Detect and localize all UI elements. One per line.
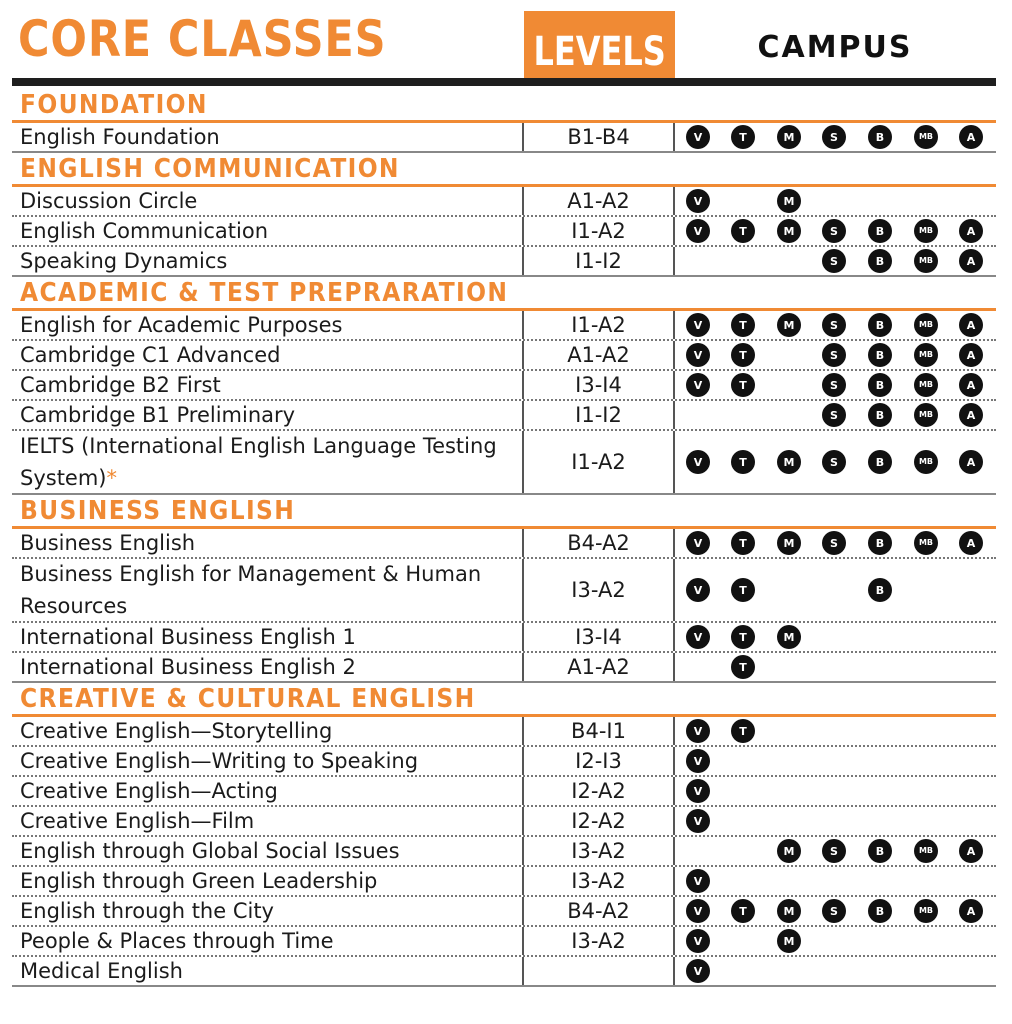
campus-badge-s: S	[822, 125, 846, 149]
course-name: English through Global Social Issues	[20, 839, 400, 863]
campus-cell	[675, 747, 996, 775]
campus-badge-mb: MB	[914, 313, 938, 337]
course-name-cell	[12, 867, 524, 895]
course-row	[12, 653, 996, 683]
course-name: Business English	[20, 531, 196, 555]
campus-badge-t: T	[731, 531, 755, 555]
campus-cell	[675, 837, 996, 865]
campus-badge-v: V	[686, 450, 710, 474]
course-row	[12, 401, 996, 431]
course-row	[12, 217, 996, 247]
course-name-cell	[12, 747, 524, 775]
course-name: English through Green Leadership	[20, 869, 378, 893]
course-row	[12, 837, 996, 867]
campus-badge-b: B	[868, 531, 892, 555]
campus-badge-v: V	[686, 125, 710, 149]
campus-badge-v: V	[686, 219, 710, 243]
campus-badge-mb: MB	[914, 373, 938, 397]
campus-badge-v: V	[686, 343, 710, 367]
campus-badge-t: T	[731, 450, 755, 474]
campus-badge-m: M	[777, 125, 801, 149]
campus-cell	[675, 187, 996, 215]
course-name: People & Places through Time	[20, 929, 334, 953]
course-row	[12, 807, 996, 837]
course-row	[12, 927, 996, 957]
campus-badge-a: A	[959, 403, 983, 427]
campus-badge-s: S	[822, 450, 846, 474]
course-name-cell	[12, 559, 524, 621]
course-name-cell	[12, 123, 524, 151]
course-name-cell	[12, 807, 524, 835]
course-name-cell	[12, 401, 524, 429]
course-name-cell	[12, 247, 524, 275]
campus-badge-m: M	[777, 625, 801, 649]
course-name-wrap	[20, 431, 522, 493]
campus-badge-b: B	[868, 373, 892, 397]
course-name: Speaking Dynamics	[20, 249, 228, 273]
section-title	[12, 277, 996, 311]
campus-badge-s: S	[822, 899, 846, 923]
campus-badge-s: S	[822, 839, 846, 863]
course-level: A1-A2	[524, 653, 675, 681]
course-name-cell	[12, 837, 524, 865]
campus-badge-a: A	[959, 531, 983, 555]
course-name: Creative English—Storytelling	[20, 719, 333, 743]
campus-badge-b: B	[868, 313, 892, 337]
campus-cell	[675, 529, 996, 557]
campus-badge-m: M	[777, 839, 801, 863]
course-level: A1-A2	[524, 341, 675, 369]
levels-column-header	[524, 11, 675, 78]
campus-badge-s: S	[822, 343, 846, 367]
campus-cell	[675, 341, 996, 369]
campus-badge-m: M	[777, 929, 801, 953]
campus-cell	[675, 777, 996, 805]
campus-badge-b: B	[868, 578, 892, 602]
page-header	[0, 0, 1012, 86]
campus-badge-m: M	[777, 189, 801, 213]
course-level: I3-A2	[524, 867, 675, 895]
course-level: I1-I2	[524, 401, 675, 429]
course-level: I3-I4	[524, 623, 675, 651]
campus-badge-t: T	[731, 125, 755, 149]
course-row	[12, 777, 996, 807]
campus-badge-v: V	[686, 779, 710, 803]
course-row	[12, 623, 996, 653]
campus-badge-a: A	[959, 343, 983, 367]
campus-badge-a: A	[959, 313, 983, 337]
campus-badge-m: M	[777, 899, 801, 923]
campus-badge-s: S	[822, 531, 846, 555]
section-title-text: ACADEMIC & TEST PREPRARATION	[20, 278, 509, 308]
course-row	[12, 187, 996, 217]
campus-badge-mb: MB	[914, 249, 938, 273]
course-name: Cambridge B2 First	[20, 373, 221, 397]
campus-cell	[675, 653, 996, 681]
course-name: International Business English 2	[20, 655, 356, 679]
campus-badge-v: V	[686, 809, 710, 833]
campus-badge-b: B	[868, 249, 892, 273]
course-name: Business English for Management & Human Resources	[20, 562, 482, 618]
campus-badge-m: M	[777, 219, 801, 243]
course-name-cell	[12, 187, 524, 215]
campus-badge-s: S	[822, 373, 846, 397]
campus-badge-mb: MB	[914, 125, 938, 149]
course-level: B4-I1	[524, 717, 675, 745]
campus-badge-mb: MB	[914, 450, 938, 474]
section-title	[12, 89, 996, 123]
course-name: Cambridge C1 Advanced	[20, 343, 281, 367]
campus-badge-a: A	[959, 450, 983, 474]
course-row	[12, 717, 996, 747]
course-level: I3-A2	[524, 927, 675, 955]
course-level: I3-A2	[524, 559, 675, 621]
campus-badge-a: A	[959, 899, 983, 923]
campus-cell	[675, 217, 996, 245]
course-level: A1-A2	[524, 187, 675, 215]
course-name: International Business English 1	[20, 625, 356, 649]
section-title-text: ENGLISH COMMUNICATION	[20, 154, 400, 184]
campus-badge-a: A	[959, 839, 983, 863]
campus-badge-m: M	[777, 531, 801, 555]
campus-badge-s: S	[822, 403, 846, 427]
campus-cell	[675, 247, 996, 275]
section-title-text: CREATIVE & CULTURAL ENGLISH	[20, 684, 476, 714]
section-title-text: FOUNDATION	[20, 90, 208, 120]
campus-badge-t: T	[731, 899, 755, 923]
campus-badge-v: V	[686, 531, 710, 555]
campus-badge-v: V	[686, 189, 710, 213]
course-name-cell	[12, 897, 524, 925]
course-name-cell	[12, 927, 524, 955]
course-name: Creative English—Writing to Speaking	[20, 749, 419, 773]
course-row	[12, 867, 996, 897]
course-name: Medical English	[20, 959, 183, 983]
course-row	[12, 123, 996, 153]
course-name: English Foundation	[20, 125, 220, 149]
course-row	[12, 957, 996, 987]
campus-badge-a: A	[959, 219, 983, 243]
campus-cell	[675, 897, 996, 925]
campus-badge-t: T	[731, 313, 755, 337]
campus-badge-b: B	[868, 839, 892, 863]
campus-badge-b: B	[868, 450, 892, 474]
course-row	[12, 559, 996, 623]
course-level	[524, 957, 675, 985]
campus-badge-v: V	[686, 313, 710, 337]
section-title	[12, 683, 996, 717]
header-rule	[12, 78, 996, 86]
course-name-cell	[12, 623, 524, 651]
course-level: I1-A2	[524, 431, 675, 493]
course-row	[12, 529, 996, 559]
campus-cell	[675, 311, 996, 339]
course-level: I2-A2	[524, 807, 675, 835]
course-name: English Communication	[20, 219, 269, 243]
campus-badge-s: S	[822, 313, 846, 337]
footnote-asterisk: *	[106, 466, 118, 490]
campus-badge-b: B	[868, 125, 892, 149]
campus-cell	[675, 123, 996, 151]
campus-cell	[675, 867, 996, 895]
course-row	[12, 311, 996, 341]
campus-badge-m: M	[777, 313, 801, 337]
campus-badge-mb: MB	[914, 343, 938, 367]
section-title-text: BUSINESS ENGLISH	[20, 496, 296, 526]
campus-badge-mb: MB	[914, 531, 938, 555]
course-level: I3-A2	[524, 837, 675, 865]
campus-badge-t: T	[731, 219, 755, 243]
course-name-cell	[12, 717, 524, 745]
course-row	[12, 897, 996, 927]
course-level: B4-A2	[524, 897, 675, 925]
campus-cell	[675, 807, 996, 835]
course-table	[12, 89, 996, 987]
campus-badge-t: T	[731, 343, 755, 367]
campus-badge-v: V	[686, 719, 710, 743]
course-level: B1-B4	[524, 123, 675, 151]
campus-badge-t: T	[731, 373, 755, 397]
campus-badge-b: B	[868, 343, 892, 367]
course-name: English for Academic Purposes	[20, 313, 343, 337]
campus-cell	[675, 401, 996, 429]
course-row	[12, 431, 996, 495]
course-level: I2-I3	[524, 747, 675, 775]
campus-cell	[675, 717, 996, 745]
section-title	[12, 153, 996, 187]
campus-badge-m: M	[777, 450, 801, 474]
campus-badge-mb: MB	[914, 899, 938, 923]
campus-cell	[675, 371, 996, 399]
course-name-cell	[12, 311, 524, 339]
campus-badge-t: T	[731, 719, 755, 743]
course-name-cell	[12, 341, 524, 369]
campus-badge-b: B	[868, 899, 892, 923]
course-level: I1-A2	[524, 217, 675, 245]
course-name-cell	[12, 431, 524, 493]
campus-badge-a: A	[959, 373, 983, 397]
course-name: IELTS (International English Language Testing System)	[20, 434, 497, 490]
course-level: B4-A2	[524, 529, 675, 557]
course-name-cell	[12, 957, 524, 985]
course-row	[12, 247, 996, 277]
campus-badge-v: V	[686, 929, 710, 953]
levels-header-label: LEVELS	[533, 29, 666, 75]
campus-badge-v: V	[686, 869, 710, 893]
course-name: Discussion Circle	[20, 189, 198, 213]
course-name-cell	[12, 217, 524, 245]
campus-cell	[675, 559, 996, 621]
campus-badge-a: A	[959, 125, 983, 149]
campus-badge-v: V	[686, 625, 710, 649]
campus-badge-t: T	[731, 578, 755, 602]
campus-badge-v: V	[686, 373, 710, 397]
course-name: Creative English—Acting	[20, 779, 278, 803]
campus-badge-b: B	[868, 219, 892, 243]
campus-badge-t: T	[731, 625, 755, 649]
course-name-cell	[12, 529, 524, 557]
course-name-cell	[12, 371, 524, 399]
campus-badge-v: V	[686, 749, 710, 773]
campus-cell	[675, 431, 996, 493]
course-name-cell	[12, 653, 524, 681]
course-row	[12, 371, 996, 401]
page-title: CORE CLASSES	[18, 10, 387, 68]
course-row	[12, 341, 996, 371]
campus-badge-t: T	[731, 655, 755, 679]
campus-badge-s: S	[822, 219, 846, 243]
course-name: Cambridge B1 Preliminary	[20, 403, 296, 427]
campus-badge-a: A	[959, 249, 983, 273]
campus-badge-s: S	[822, 249, 846, 273]
campus-column-header: CAMPUS	[757, 30, 913, 65]
course-name-cell	[12, 777, 524, 805]
campus-cell	[675, 957, 996, 985]
course-level: I1-A2	[524, 311, 675, 339]
campus-badge-v: V	[686, 899, 710, 923]
course-name: English through the City	[20, 899, 274, 923]
campus-cell	[675, 623, 996, 651]
campus-badge-b: B	[868, 403, 892, 427]
course-level: I3-I4	[524, 371, 675, 399]
campus-badge-v: V	[686, 959, 710, 983]
campus-badge-v: V	[686, 578, 710, 602]
campus-badge-mb: MB	[914, 219, 938, 243]
campus-badge-mb: MB	[914, 403, 938, 427]
course-row	[12, 747, 996, 777]
campus-badge-mb: MB	[914, 839, 938, 863]
section-title	[12, 495, 996, 529]
course-name: Creative English—Film	[20, 809, 255, 833]
campus-cell	[675, 927, 996, 955]
course-level: I2-A2	[524, 777, 675, 805]
course-level: I1-I2	[524, 247, 675, 275]
